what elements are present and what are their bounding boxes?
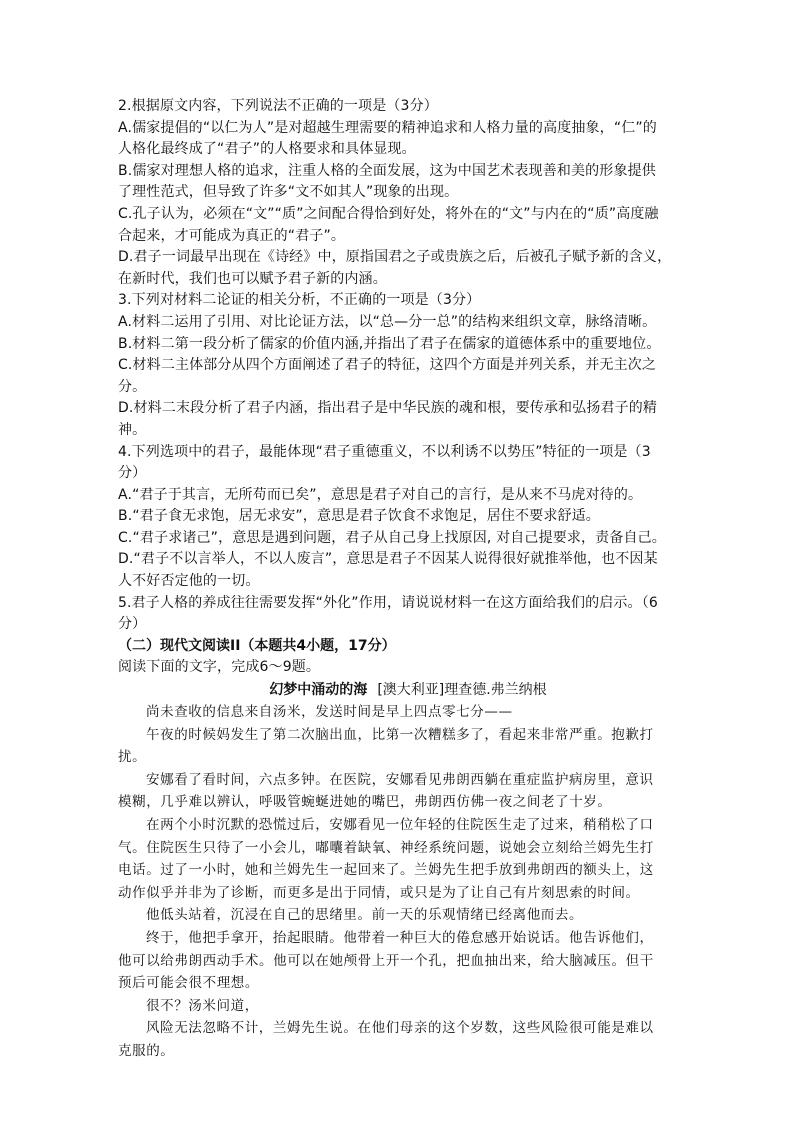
- story-line: 克服的。: [118, 1042, 175, 1059]
- question-option-line: 了理性范式，但导致了许多“文不如其人”现象的出现。: [118, 184, 459, 201]
- question-option-line: 在新时代，我们也可以赋予君子新的内涵。: [118, 270, 387, 287]
- exam-page: [118, 96, 678, 1063]
- story-paragraph: [118, 927, 678, 995]
- article-author: [澳大利亚]理查德.弗兰纳根: [377, 682, 547, 699]
- story-line: 动作似乎并非为了诊断，而更多是出于同情，或只是为了让自己有片刻思索的时间。: [118, 884, 640, 901]
- question-option-line: 合起来，才可能成为真正的“君子”。: [118, 227, 346, 244]
- section-title: （二）现代文阅读II（本题共4小题，17分）: [118, 637, 396, 654]
- story-line: 风险无法忽略不计，兰姆先生说。在他们母亲的这个岁数，这些风险很可能是难以: [146, 1020, 654, 1037]
- question-option-line: C.孔子认为，必须在“文”“质”之间配合得恰到好处，将外在的“文”与内在的“质”高度融: [118, 205, 659, 222]
- question-4: [118, 442, 678, 593]
- story-line: 尚未查收的信息来自汤米，发送时间是早上四点零七分——: [146, 704, 513, 721]
- story-line: 午夜的时候妈发生了第二次脑出血，比第一次糟糕多了，看起来非常严重。抱歉打: [146, 726, 654, 743]
- story-paragraph: [118, 814, 678, 904]
- story-line: 模糊，几乎难以辨认，呼吸管蜿蜒进她的嘴巴，弗朗西仿佛一夜之间老了十岁。: [118, 794, 612, 811]
- question-option-line: B.“君子食无求饱，居无求安”，意思是君子饮食不求饱足，居住不要求舒适。: [118, 508, 600, 525]
- section-instruction: 阅读下面的文字，完成6～9题。: [118, 659, 321, 676]
- question-option-line: 人格化最终成了“君子”的人格要求和具体显现。: [118, 141, 416, 158]
- question-option-line: 人不好否定他的一切。: [118, 573, 260, 590]
- question-stem-line: 4.下列选项中的君子，最能体现“君子重德重义，不以利诱不以势压”特征的一项是（3: [118, 443, 651, 460]
- question-stem-line: 分）: [118, 616, 147, 633]
- question-option-line: D.材料二末段分析了君子内涵，指出君子是中华民族的魂和根，要传承和弘扬君子的精: [118, 400, 658, 417]
- question-option-line: B.儒家对理想人格的追求，注重人格的全面发展，这为中国艺术表现善和美的形象提供: [118, 162, 656, 179]
- question-5: [118, 593, 678, 636]
- article-title: 幻梦中涌动的海: [269, 682, 368, 699]
- question-stem-line: 5.君子人格的养成往往需要发挥“外化”作用，请说说材料一在这方面给我们的启示。（6: [118, 594, 658, 611]
- question-option-line: D.君子一词最早出现在《诗经》中，原指国君之子或贵族之后，后被孔子赋予新的含义，: [118, 249, 672, 266]
- story-line: 扰。: [118, 749, 147, 766]
- story-paragraph: [118, 701, 678, 724]
- story-line: 安娜看了看时间，六点多钟。在医院，安娜看见弗朗西躺在重症监护病房里，意识: [146, 771, 654, 788]
- question-3: [118, 290, 678, 441]
- story-paragraph: [118, 769, 678, 814]
- question-stem-line: 2.根据原文内容，下列说法不正确的一项是（3分）: [118, 98, 438, 114]
- story-paragraph: [118, 1017, 678, 1062]
- question-stem-line: 分）: [118, 465, 147, 482]
- questions-block: [118, 96, 678, 636]
- question-option-line: C.材料二主体部分从四个方面阐述了君子的特征，这四个方面是并列关系，并无主次之: [118, 357, 657, 374]
- story-line: 气。住院医生只待了一小会儿，嘟囔着缺氧、神经系统问题，说她会立刻给兰姆先生打: [118, 839, 654, 856]
- question-option-line: 神。: [118, 421, 147, 438]
- question-option-line: 分。: [118, 378, 147, 395]
- story-line: 很不？汤米问道，: [146, 997, 259, 1014]
- story-paragraph: [118, 904, 678, 927]
- story-line: 终于，他把手拿开，抬起眼睛。他带着一种巨大的倦怠感开始说话。他告诉他们，: [146, 929, 654, 946]
- story-line: 他低头站着，沉浸在自己的思绪里。前一天的乐观情绪已经离他而去。: [146, 907, 584, 924]
- story-line: 在两个小时沉默的恐慌过后，安娜看见一位年轻的住院医生走了过来，稍稍松了口: [146, 817, 654, 833]
- story-paragraph: [118, 995, 678, 1018]
- question-option-line: A.“君子于其言，无所苟而已矣”，意思是君子对自己的言行，是从来不马虎对待的。: [118, 486, 643, 503]
- question-option-line: C.“君子求诸己”，意思是遇到问题，君子从自己身上找原因, 对自己提要求，责备自己。: [118, 529, 666, 546]
- story-text: [118, 701, 678, 1063]
- story-line: 他可以给弗朗西动手术。他可以在她颅骨上开一个孔，把血抽出来，给大脑减压。但干: [118, 952, 654, 969]
- question-2: [118, 96, 678, 290]
- article-heading: [118, 679, 678, 701]
- question-option-line: B.材料二第一段分析了儒家的价值内涵,并指出了君子在儒家的道德体系中的重要地位。: [118, 335, 661, 352]
- question-stem-line: 3.下列对材料二论证的相关分析，不正确的一项是（3分）: [118, 292, 481, 309]
- question-option-line: A.儒家提倡的“以仁为人”是对超越生理需要的精神追求和人格力量的高度抽象，“仁”的: [118, 119, 657, 136]
- story-paragraph: [118, 724, 678, 769]
- question-option-line: D.“君子不以言举人，不以人废言”，意思是君子不因某人说得很好就推举他，也不因某: [118, 551, 658, 568]
- story-line: 电话。过了一小时，她和兰姆先生一起回来了。兰姆先生把手放到弗朗西的额头上，这: [118, 862, 654, 879]
- question-option-line: A.材料二运用了引用、对比论证方法，以“总—分一总”的结构来组织文章，脉络清晰。: [118, 313, 657, 330]
- story-line: 预后可能会很不理想。: [118, 975, 259, 992]
